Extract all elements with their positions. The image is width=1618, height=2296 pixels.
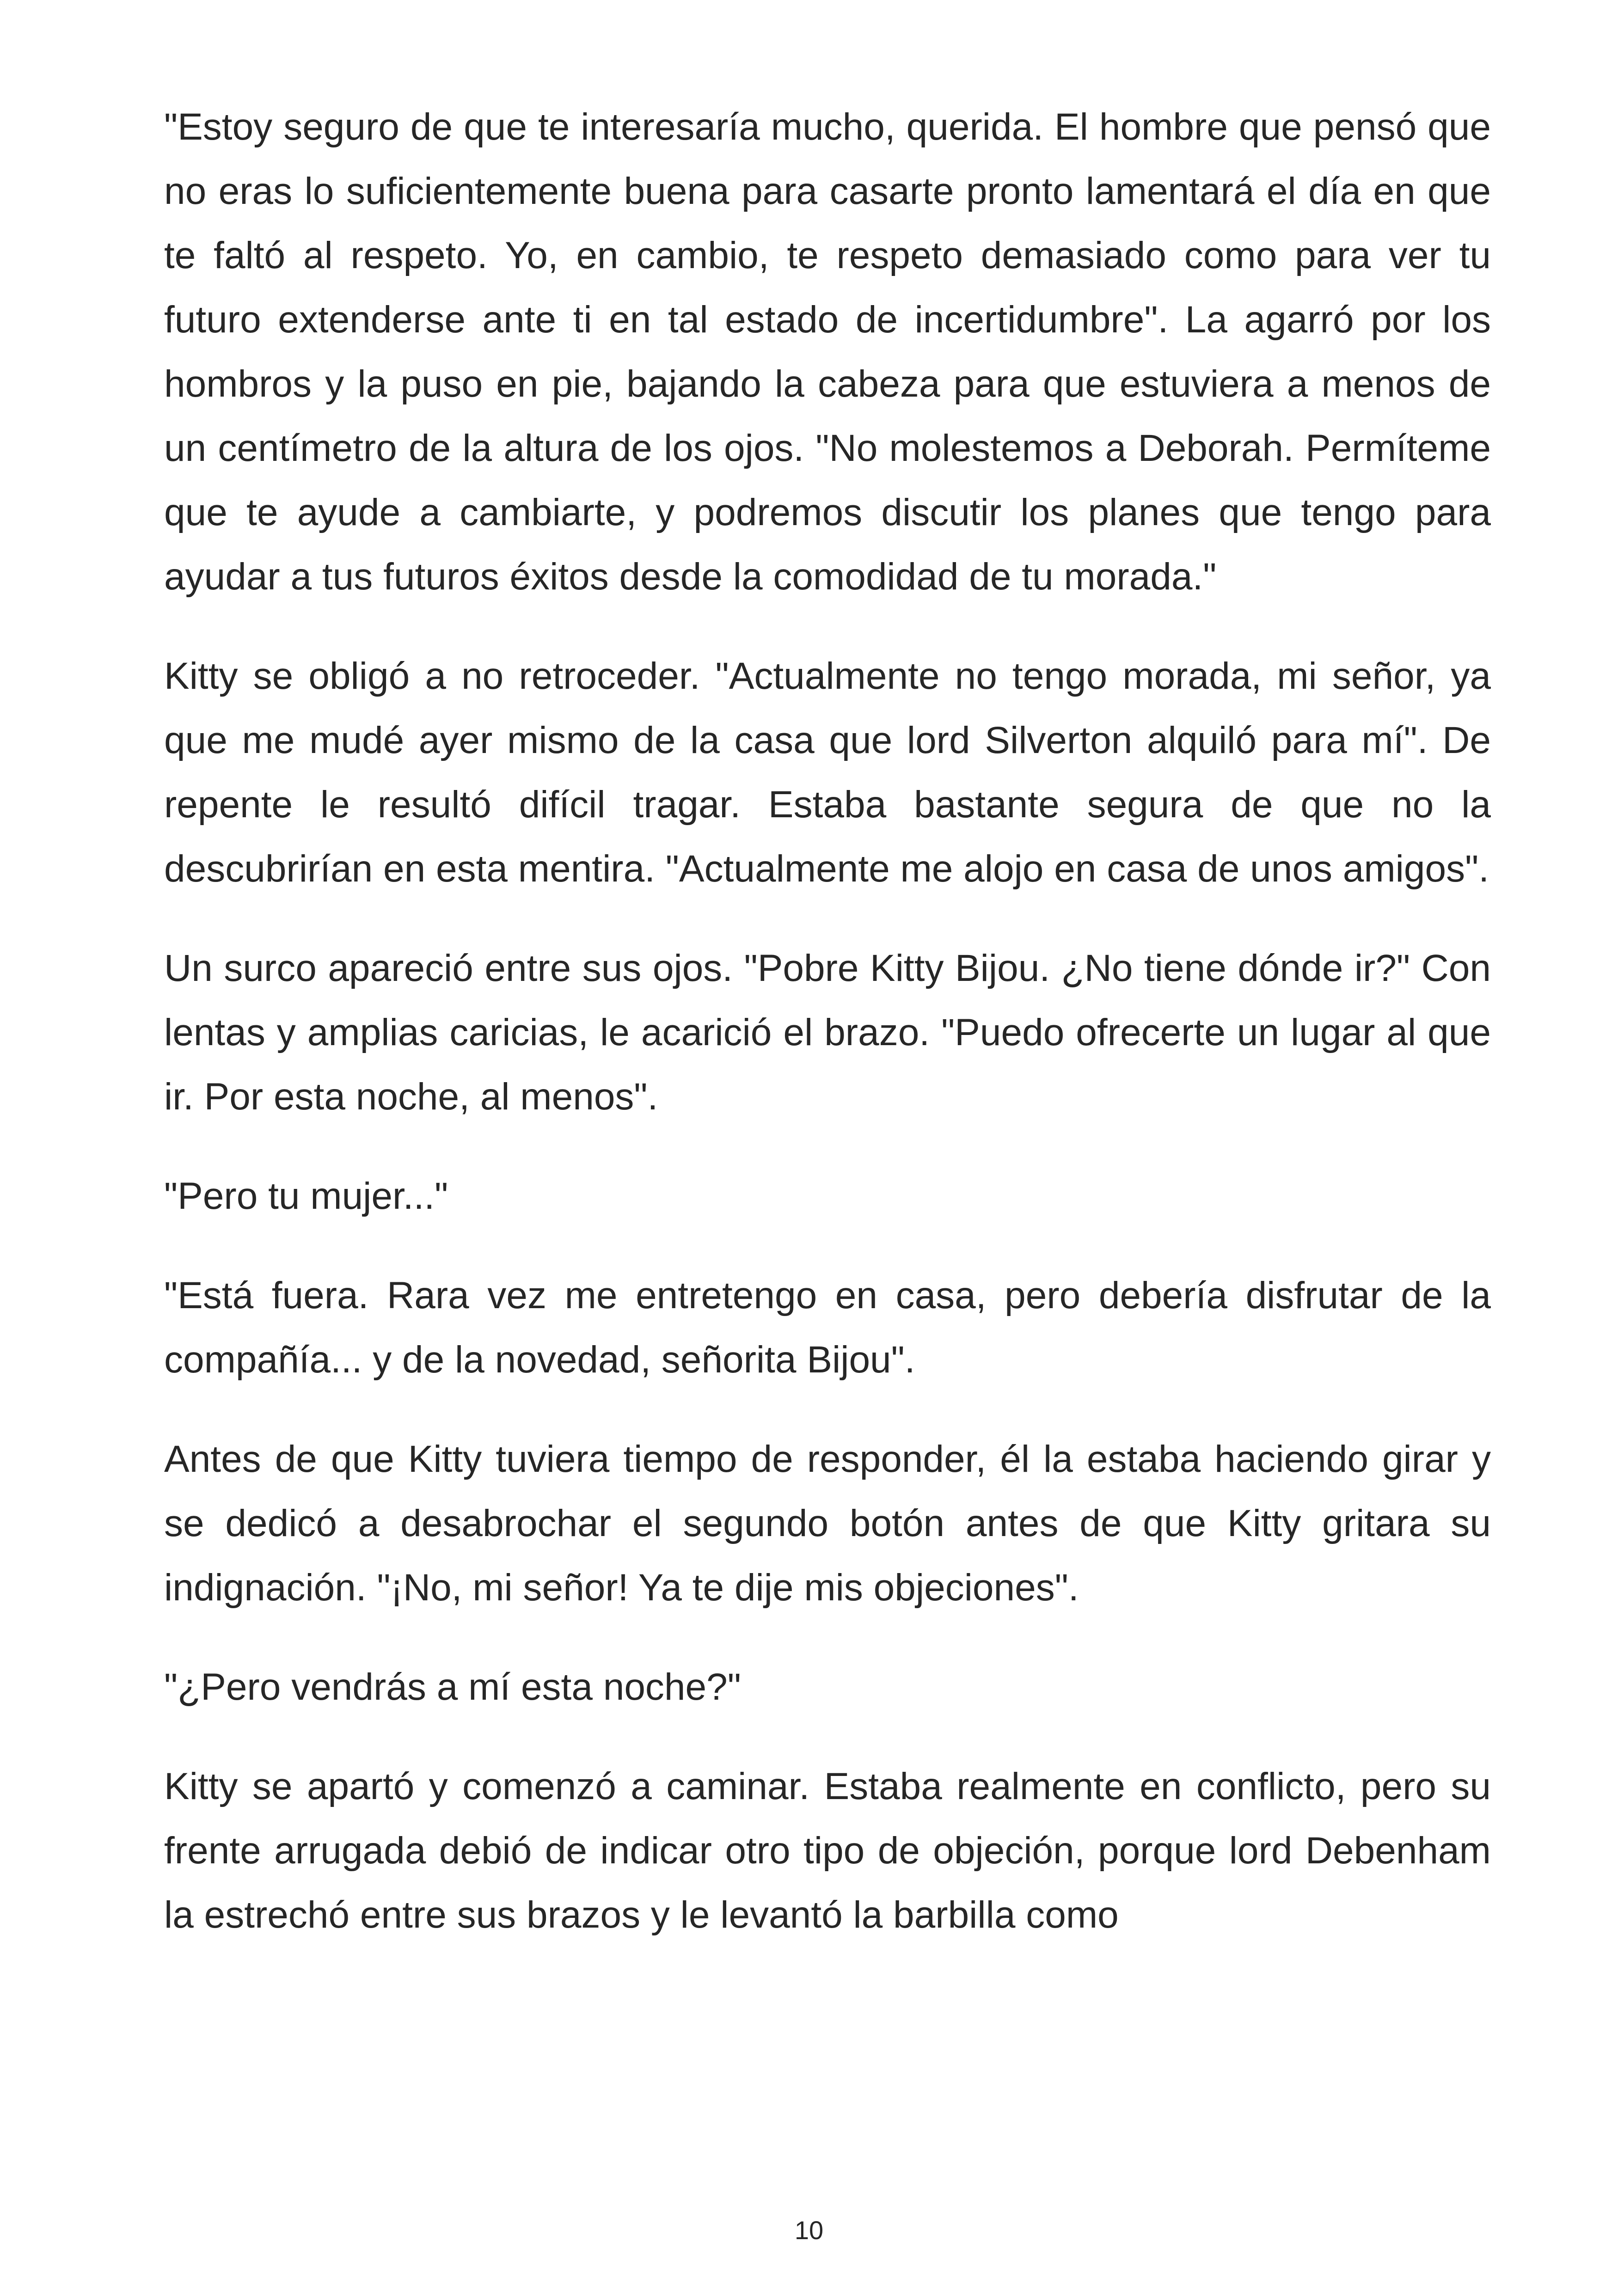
paragraph: Antes de que Kitty tuviera tiempo de responder, él la estaba haciendo girar y se dedicó a desabrochar el segundo botón antes de que Kitty gritara su indignación. "¡No, mi señor! Ya te dije mis objeciones". <box>164 1438 1491 1609</box>
page-body <box>164 95 1491 1982</box>
page-number: 10 <box>794 2216 824 2245</box>
paragraph: Kitty se obligó a no retroceder. "Actualmente no tengo morada, mi señor, ya que me mudé ayer mismo de la casa que lord Silverton alquiló para mí". De repente le resultó difícil tragar. Estaba bastante segura de que no la descubrirían en esta mentira. "Actualmente me alojo en casa de unos amigos". <box>164 655 1491 890</box>
paragraph: "¿Pero vendrás a mí esta noche?" <box>164 1666 741 1708</box>
paragraph: Un surco apareció entre sus ojos. "Pobre Kitty Bijou. ¿No tiene dónde ir?" Con lentas y amplias caricias, le acarició el brazo. "Puedo ofrecerte un lugar al que ir. Por esta noche, al menos". <box>164 947 1491 1118</box>
paragraph: "Pero tu mujer..." <box>164 1175 448 1217</box>
paragraph: "Estoy seguro de que te interesaría mucho, querida. El hombre que pensó que no eras lo suficientemente buena para casarte pronto lamentará el día en que te faltó al respeto. Yo, en cambio, te respeto demasiado como para ver tu futuro extenderse ante ti en tal estado de incertidumbre". La agarró por los hombros y la puso en pie, bajando la cabeza para que estuviera a menos de un centímetro de la altura de los ojos. "No molestemos a Deborah. Permíteme que te ayude a cambiarte, y podremos discutir los planes que tengo para ayudar a tus futuros éxitos desde la comodidad de tu morada." <box>164 106 1491 598</box>
paragraph: Kitty se apartó y comenzó a caminar. Estaba realmente en conflicto, pero su frente arrugada debió de indicar otro tipo de objeción, porque lord Debenham la estrechó entre sus brazos y le levantó la barbilla como <box>164 1765 1491 1936</box>
paragraph: "Está fuera. Rara vez me entretengo en casa, pero debería disfrutar de la compañía... y de la novedad, señorita Bijou". <box>164 1274 1491 1381</box>
